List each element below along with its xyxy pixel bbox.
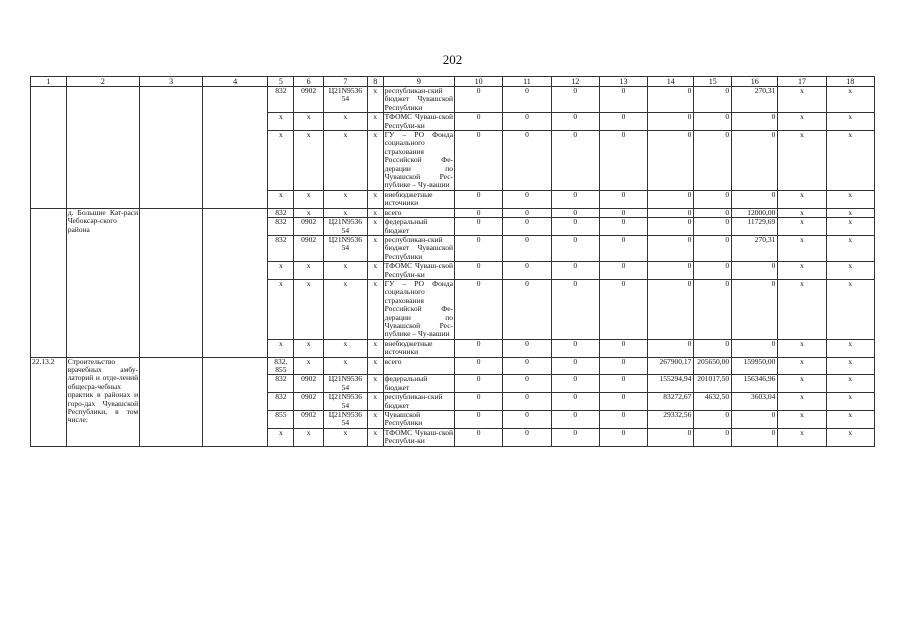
cell-admin-code: 832	[268, 87, 294, 113]
cell-expense-type: х	[367, 375, 383, 393]
cell-value: х	[826, 393, 874, 411]
column-header: 12	[551, 77, 599, 87]
cell-funding-source: республикан-ский бюджет	[383, 393, 454, 411]
table-row	[31, 87, 875, 113]
cell-value: 0	[648, 218, 694, 236]
cell-description	[66, 87, 139, 209]
cell-expense-type: х	[367, 235, 383, 261]
cell-value: 0	[732, 131, 778, 191]
cell-value: 205650,00	[694, 357, 732, 375]
cell-target-article: х	[323, 279, 367, 339]
cell-value: 0	[694, 235, 732, 261]
cell-funding-source: всего	[383, 357, 454, 375]
cell-value: х	[778, 428, 826, 446]
cell-funding-source: Чувашской Республики	[383, 411, 454, 429]
cell-target-article: Ц21N9536 54	[323, 375, 367, 393]
cell-section-code: х	[294, 113, 323, 131]
cell-value: х	[778, 87, 826, 113]
column-header: 15	[694, 77, 732, 87]
cell-col3	[140, 87, 203, 209]
column-header: 6	[294, 77, 323, 87]
cell-value: 0	[599, 131, 647, 191]
cell-value: 11729,69	[732, 218, 778, 236]
cell-value: 0	[599, 279, 647, 339]
cell-value: 0	[551, 262, 599, 280]
cell-value: 155294,94	[648, 375, 694, 393]
cell-value: 0	[648, 190, 694, 208]
cell-value: х	[826, 428, 874, 446]
cell-value: 0	[732, 411, 778, 429]
cell-value: х	[778, 262, 826, 280]
column-header: 17	[778, 77, 826, 87]
cell-value: 0	[551, 357, 599, 375]
cell-value: 0	[599, 87, 647, 113]
cell-value: 0	[551, 279, 599, 339]
cell-section-code: 0902	[294, 411, 323, 429]
cell-section-code: 0902	[294, 375, 323, 393]
cell-admin-code: 832	[268, 208, 294, 217]
cell-section-code: х	[294, 208, 323, 217]
cell-funding-source: ТФОМС Чуваш-ской Республи-ки	[384, 261, 454, 279]
cell-item-number	[31, 87, 67, 209]
cell-description: д. Большие Кат-раси Чебоксар-ского района	[66, 208, 139, 357]
cell-admin-code: х	[268, 279, 294, 339]
cell-target-article: х	[323, 190, 367, 208]
cell-value: 0	[551, 411, 599, 429]
cell-value: 0	[648, 131, 694, 191]
table-row	[31, 208, 875, 217]
cell-expense-type: х	[367, 428, 383, 446]
cell-value: 0	[503, 190, 551, 208]
cell-target-article: х	[323, 357, 367, 375]
cell-value: 0	[648, 87, 694, 113]
cell-value: 0	[455, 113, 503, 131]
cell-value: 0	[455, 262, 503, 280]
cell-value: 0	[503, 357, 551, 375]
cell-col4	[203, 208, 268, 357]
cell-value: 0	[694, 339, 732, 357]
cell-value: 201017,50	[694, 375, 732, 393]
cell-value: 0	[551, 339, 599, 357]
cell-admin-code: х	[268, 113, 294, 131]
cell-target-article: Ц21N9536 54	[323, 87, 367, 113]
cell-value: 0	[694, 411, 732, 429]
cell-funding-source: внебюджетные источники	[383, 339, 454, 357]
cell-value: х	[826, 208, 874, 217]
cell-value: х	[778, 190, 826, 208]
cell-value: х	[778, 208, 826, 217]
cell-value: х	[826, 357, 874, 375]
cell-value: 0	[694, 131, 732, 191]
cell-admin-code: 832	[268, 235, 294, 261]
cell-value: 0	[694, 113, 732, 131]
cell-value: 0	[551, 428, 599, 446]
cell-section-code: х	[294, 131, 323, 191]
column-header: 16	[732, 77, 778, 87]
cell-section-code: 0902	[294, 87, 323, 113]
cell-admin-code: х	[268, 190, 294, 208]
cell-value: 270,31	[732, 87, 778, 113]
cell-section-code: 0902	[294, 218, 323, 236]
cell-value: 0	[732, 339, 778, 357]
cell-value: 0	[694, 262, 732, 280]
cell-value: 0	[503, 375, 551, 393]
cell-value: х	[778, 375, 826, 393]
cell-value: 159950,00	[732, 357, 778, 375]
cell-value: 0	[599, 262, 647, 280]
cell-col3	[140, 208, 203, 357]
cell-value: 0	[503, 279, 551, 339]
cell-admin-code: 832, 855	[268, 357, 294, 375]
cell-value: 0	[455, 235, 503, 261]
cell-value: 3603,04	[732, 393, 778, 411]
column-header: 1	[31, 77, 67, 87]
cell-value: х	[778, 411, 826, 429]
column-header: 3	[140, 77, 203, 87]
cell-value: х	[826, 131, 874, 191]
cell-item-number: 22.13.2	[31, 357, 67, 446]
cell-funding-source: ГУ – РО Фонда социального страхования Российской Фе-дерации по Чувашской Рес-публике – Чу-вашии	[384, 130, 454, 190]
cell-funding-source: республикан-ский бюджет Чувашской Республики	[384, 235, 454, 261]
cell-value: 4632,50	[694, 393, 732, 411]
cell-value: 0	[599, 113, 647, 131]
cell-value: 0	[551, 208, 599, 217]
cell-value: х	[826, 218, 874, 236]
cell-admin-code: 832	[268, 393, 294, 411]
cell-value: 0	[599, 393, 647, 411]
cell-section-code: х	[294, 357, 323, 375]
cell-value: х	[826, 87, 874, 113]
cell-funding-source: ТФОМС Чуваш-ской Республи-ки	[384, 428, 454, 446]
cell-col4	[203, 87, 268, 209]
cell-admin-code: х	[268, 131, 294, 191]
cell-value: 0	[455, 357, 503, 375]
cell-value: 0	[648, 279, 694, 339]
cell-expense-type: х	[367, 357, 383, 375]
cell-funding-source: внебюджетные источники	[383, 190, 454, 208]
cell-value: х	[826, 339, 874, 357]
cell-expense-type: х	[367, 262, 383, 280]
cell-value: 0	[599, 357, 647, 375]
cell-admin-code: х	[268, 428, 294, 446]
cell-value: 0	[551, 393, 599, 411]
cell-value: 0	[648, 113, 694, 131]
cell-value: х	[778, 235, 826, 261]
cell-value: 0	[599, 235, 647, 261]
cell-funding-source: ГУ – РО Фонда социального страхования Российской Фе-дерации по Чувашской Рес-публике – Чу-вашии	[384, 279, 454, 339]
cell-funding-source: федеральный бюджет	[383, 218, 454, 236]
cell-value: 0	[503, 393, 551, 411]
cell-col3	[140, 357, 203, 446]
budget-table	[30, 76, 875, 447]
cell-value: 0	[732, 279, 778, 339]
cell-value: 0	[503, 428, 551, 446]
column-header: 8	[367, 77, 383, 87]
cell-value: 0	[694, 208, 732, 217]
cell-value: 0	[455, 339, 503, 357]
cell-value: 0	[455, 87, 503, 113]
cell-value: 0	[551, 235, 599, 261]
page-number: 202	[442, 52, 463, 67]
cell-col4	[203, 357, 268, 446]
cell-value: х	[826, 411, 874, 429]
cell-value: х	[826, 262, 874, 280]
cell-value: 0	[551, 113, 599, 131]
cell-target-article: х	[323, 113, 367, 131]
column-number-row	[31, 77, 875, 87]
cell-funding-source: всего	[383, 208, 454, 217]
column-header: 7	[323, 77, 367, 87]
column-header: 5	[268, 77, 294, 87]
cell-value: 267900,17	[648, 357, 694, 375]
cell-value: 0	[599, 428, 647, 446]
cell-target-article: Ц21N9536 54	[323, 235, 367, 261]
cell-value: 0	[455, 131, 503, 191]
cell-value: х	[778, 131, 826, 191]
cell-funding-source: федеральный бюджет	[383, 375, 454, 393]
cell-description: Строительство врачебных амбу-латорий и отде-лений общеcpа-чебных практик в районах и горо-дах Чувашской Республики, в том числе:	[66, 357, 139, 446]
cell-value: х	[826, 279, 874, 339]
cell-value: 0	[732, 262, 778, 280]
cell-value: х	[778, 357, 826, 375]
cell-section-code: х	[294, 428, 323, 446]
cell-value: 83272,67	[648, 393, 694, 411]
cell-value: 0	[648, 208, 694, 217]
cell-admin-code: х	[268, 339, 294, 357]
cell-target-article: Ц21N9536 54	[323, 393, 367, 411]
column-header: 4	[203, 77, 268, 87]
cell-value: х	[826, 235, 874, 261]
cell-value: 0	[599, 190, 647, 208]
cell-admin-code: 832	[268, 375, 294, 393]
cell-value: 0	[648, 235, 694, 261]
cell-value: 0	[455, 218, 503, 236]
cell-value: 0	[503, 218, 551, 236]
cell-value: 270,31	[732, 235, 778, 261]
cell-value: 0	[551, 218, 599, 236]
cell-funding-source: республикан-ский бюджет Чувашской Республики	[384, 86, 454, 112]
cell-expense-type: х	[367, 113, 383, 131]
cell-value: х	[826, 375, 874, 393]
table-row	[31, 357, 875, 375]
cell-value: х	[778, 113, 826, 131]
cell-value: 0	[599, 208, 647, 217]
cell-value: 0	[648, 428, 694, 446]
cell-value: х	[826, 190, 874, 208]
column-header: 10	[455, 77, 503, 87]
cell-expense-type: х	[367, 131, 383, 191]
column-header: 9	[383, 77, 454, 87]
cell-expense-type: х	[367, 87, 383, 113]
cell-value: х	[826, 113, 874, 131]
cell-value: 0	[599, 375, 647, 393]
cell-value: 0	[732, 428, 778, 446]
cell-section-code: 0902	[294, 235, 323, 261]
cell-value: 0	[503, 339, 551, 357]
cell-value: х	[778, 393, 826, 411]
cell-value: 0	[455, 279, 503, 339]
cell-target-article: х	[323, 131, 367, 191]
column-header: 11	[503, 77, 551, 87]
cell-value: 0	[551, 190, 599, 208]
cell-section-code: х	[294, 262, 323, 280]
cell-value: 0	[455, 393, 503, 411]
cell-value: 0	[503, 131, 551, 191]
cell-admin-code: х	[268, 262, 294, 280]
cell-value: 0	[503, 262, 551, 280]
cell-section-code: 0902	[294, 393, 323, 411]
cell-section-code: х	[294, 190, 323, 208]
cell-target-article: х	[323, 339, 367, 357]
cell-target-article: х	[323, 262, 367, 280]
cell-value: 0	[455, 375, 503, 393]
cell-value: 0	[732, 190, 778, 208]
cell-target-article: Ц21N9536 54	[323, 218, 367, 236]
cell-expense-type: х	[367, 218, 383, 236]
cell-section-code: х	[294, 339, 323, 357]
cell-value: х	[778, 339, 826, 357]
cell-value: 12000,00	[732, 208, 778, 217]
cell-value: 0	[455, 428, 503, 446]
cell-value: 0	[599, 218, 647, 236]
cell-value: 0	[694, 190, 732, 208]
cell-admin-code: 832	[268, 218, 294, 236]
cell-value: 0	[503, 87, 551, 113]
cell-value: х	[778, 218, 826, 236]
cell-value: 156346,96	[732, 375, 778, 393]
cell-target-article: Ц21N9536 54	[323, 411, 367, 429]
cell-funding-source: ТФОМС Чуваш-ской Республи-ки	[384, 112, 454, 130]
cell-value: 0	[551, 375, 599, 393]
cell-value: 0	[503, 235, 551, 261]
cell-value: 29332,56	[648, 411, 694, 429]
cell-admin-code: 855	[268, 411, 294, 429]
cell-value: 0	[694, 428, 732, 446]
cell-value: 0	[648, 339, 694, 357]
column-header: 13	[599, 77, 647, 87]
cell-value: 0	[551, 87, 599, 113]
cell-value: 0	[694, 279, 732, 339]
cell-value: 0	[503, 411, 551, 429]
cell-value: 0	[455, 208, 503, 217]
cell-value: 0	[648, 262, 694, 280]
cell-value: 0	[551, 131, 599, 191]
cell-expense-type: х	[367, 411, 383, 429]
cell-value: 0	[503, 208, 551, 217]
cell-value: 0	[503, 113, 551, 131]
cell-item-number	[31, 208, 67, 357]
cell-expense-type: х	[367, 208, 383, 217]
cell-value: 0	[455, 190, 503, 208]
column-header: 18	[826, 77, 874, 87]
cell-value: 0	[599, 411, 647, 429]
cell-section-code: х	[294, 279, 323, 339]
cell-value: 0	[732, 113, 778, 131]
cell-expense-type: х	[367, 339, 383, 357]
cell-target-article: х	[323, 428, 367, 446]
column-header: 14	[648, 77, 694, 87]
cell-value: 0	[455, 411, 503, 429]
cell-value: 0	[694, 218, 732, 236]
cell-expense-type: х	[367, 279, 383, 339]
cell-expense-type: х	[367, 393, 383, 411]
cell-target-article: х	[323, 208, 367, 217]
column-header: 2	[66, 77, 139, 87]
cell-value: 0	[599, 339, 647, 357]
cell-value: х	[778, 279, 826, 339]
cell-value: 0	[694, 87, 732, 113]
cell-expense-type: х	[367, 190, 383, 208]
table-body	[31, 87, 875, 447]
